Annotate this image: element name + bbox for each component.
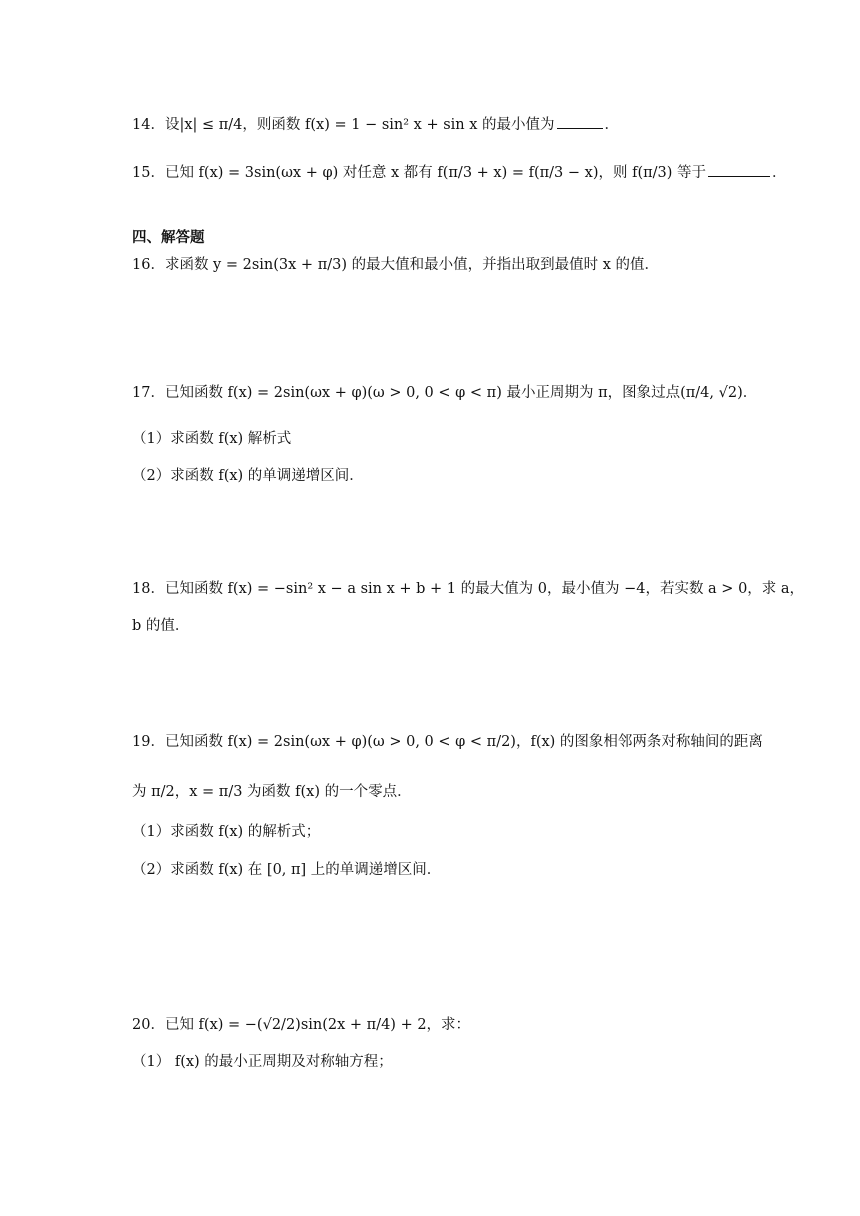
problem-16: 16．求函数 y = 2sin(3x + π/3) 的最大值和最小值，并指出取到最值时 x 的值． (132, 257, 659, 273)
problem-17-part-2: （2）求函数 f(x) 的单调递增区间． (132, 468, 364, 484)
answer-blank (708, 175, 770, 177)
problem-19-part-2: （2）求函数 f(x) 在 [0, π] 上的单调递增区间． (132, 862, 442, 878)
problem-20: 20．已知 f(x) = −(√2/2)sin(2x + π/4) + 2，求： (132, 1017, 471, 1033)
question-14-text: 14．设|x| ≤ π/4，则函数 f(x) = 1 − sin² x + sin x 的最小值为 (132, 117, 555, 133)
question-14-tail: ． (604, 117, 620, 133)
question-15-text: 15．已知 f(x) = 3sin(ωx + φ) 对任意 x 都有 f(π/3 + x) = f(π/3 − x)，则 f(π/3) 等于 (132, 165, 707, 181)
problem-18-line-2: b 的值． (132, 618, 190, 634)
problem-19-part-1: （1）求函数 f(x) 的解析式； (132, 824, 321, 840)
problem-17: 17．已知函数 f(x) = 2sin(ωx + φ)(ω > 0, 0 < φ < π) 最小正周期为 π，图象过点(π/4, √2)． (132, 385, 758, 401)
problem-17-part-1: （1）求函数 f(x) 解析式 (132, 431, 292, 447)
answer-blank (557, 127, 603, 129)
problem-20-part-1: （1） f(x) 的最小正周期及对称轴方程； (132, 1054, 393, 1070)
problem-18-line-1: 18．已知函数 f(x) = −sin² x − a sin x + b + 1 的最大值为 0，最小值为 −4，若实数 a > 0，求 a， (132, 581, 805, 597)
question-14 (132, 118, 619, 133)
question-15-tail: ． (772, 165, 787, 181)
section-heading: 四、解答题 (132, 230, 205, 246)
problem-19-line-2: 为 π/2，x = π/3 为函数 f(x) 的一个零点． (132, 784, 412, 800)
question-15 (132, 166, 787, 181)
problem-19-line-1: 19．已知函数 f(x) = 2sin(ωx + φ)(ω > 0, 0 < φ < π/2)，f(x) 的图象相邻两条对称轴间的距离 (132, 734, 763, 750)
